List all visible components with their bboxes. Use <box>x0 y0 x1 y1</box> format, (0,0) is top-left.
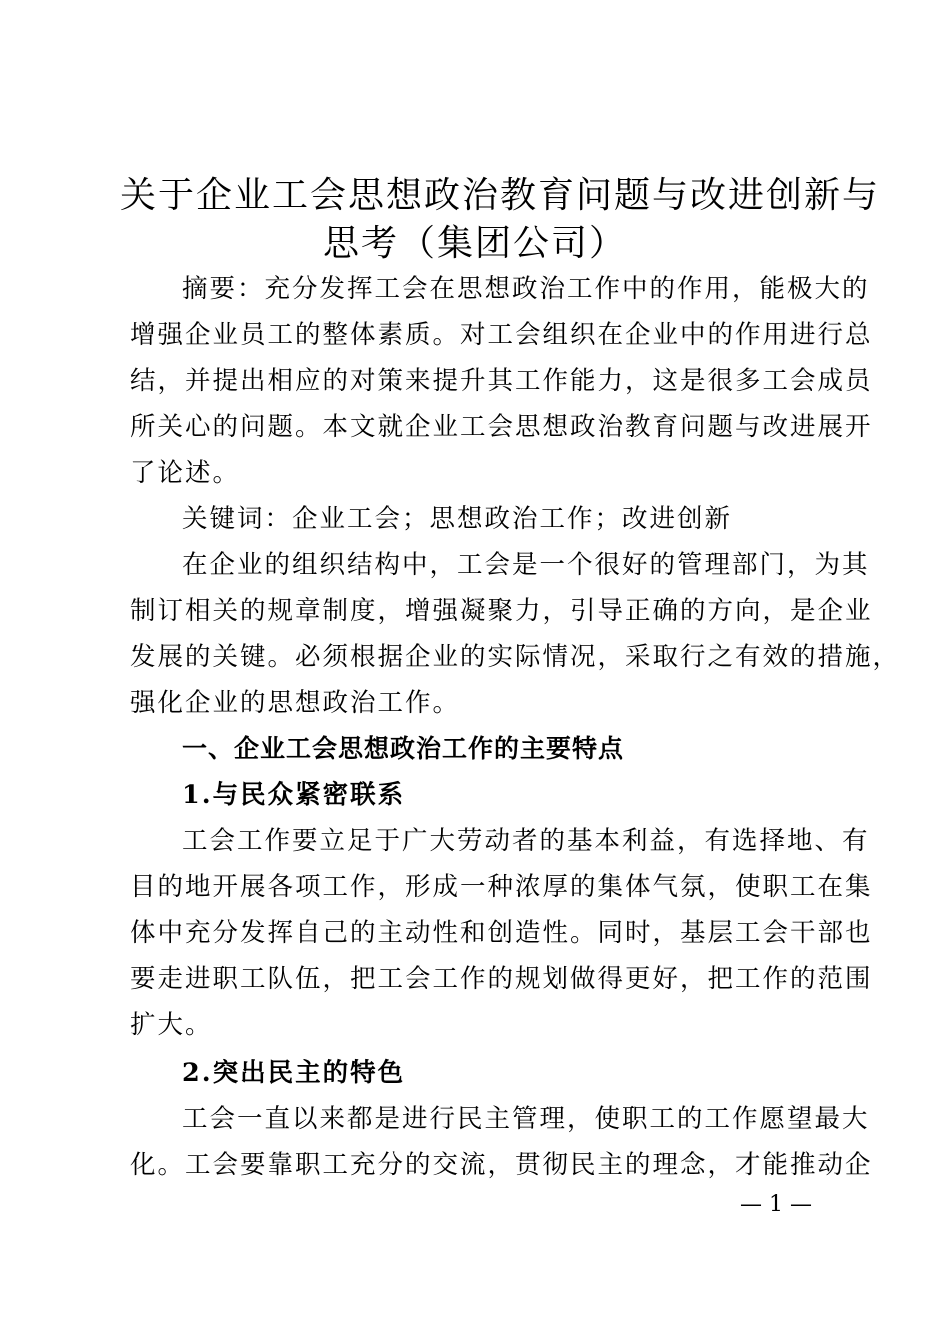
abstract-line: 所关心的问题。本文就企业工会思想政治教育问题与改进展开 <box>130 412 873 442</box>
abstract-line: 了论述。 <box>130 458 241 488</box>
section-heading: 一、企业工会思想政治工作的主要特点 <box>182 734 625 763</box>
intro-line: 强化企业的思想政治工作。 <box>130 688 461 718</box>
body-line: 扩大。 <box>130 1010 213 1040</box>
body-line: 工会工作要立足于广大劳动者的基本利益，有选择地、有 <box>182 826 870 856</box>
intro-line: 在企业的组织结构中，工会是一个很好的管理部门，为其 <box>182 550 870 580</box>
abstract-line: 结，并提出相应的对策来提升其工作能力，这是很多工会成员 <box>130 366 873 396</box>
subsection-heading-2: 2.突出民主的特色 <box>182 1058 406 1088</box>
document-title <box>120 172 881 268</box>
keywords-paragraph <box>130 496 818 542</box>
subsection-heading-1: 1.与民众紧密联系 <box>182 780 406 810</box>
body-line: 化。工会要靠职工充分的交流，贯彻民主的理念，才能推动企 <box>130 1150 873 1180</box>
title-line-2: 思考（集团公司） <box>322 223 627 264</box>
intro-line: 发展的关键。必须根据企业的实际情况，采取行之有效的措施， <box>130 642 901 672</box>
keywords-line: 关键词：企业工会；思想政治工作；改进创新 <box>182 504 733 534</box>
page-number: — 1 — <box>740 1192 812 1217</box>
title-line-1: 关于企业工会思想政治教育问题与改进创新与 <box>120 175 881 216</box>
subsection-1-paragraph <box>130 818 873 1048</box>
body-line: 要走进职工队伍，把工会工作的规划做得更好，把工作的范围 <box>130 964 873 994</box>
body-line: 工会一直以来都是进行民主管理，使职工的工作愿望最大 <box>182 1104 870 1134</box>
abstract-line: 摘要：充分发挥工会在思想政治工作中的作用，能极大的 <box>182 274 870 304</box>
intro-paragraph <box>130 542 901 726</box>
abstract-paragraph <box>130 266 873 496</box>
intro-line: 制订相关的规章制度，增强凝聚力，引导正确的方向，是企业 <box>130 596 873 626</box>
body-line: 体中充分发挥自己的主动性和创造性。同时，基层工会干部也 <box>130 918 873 948</box>
body-line: 目的地开展各项工作，形成一种浓厚的集体气氛，使职工在集 <box>130 872 873 902</box>
abstract-line: 增强企业员工的整体素质。对工会组织在企业中的作用进行总 <box>130 320 873 350</box>
subsection-2-paragraph <box>130 1096 873 1188</box>
